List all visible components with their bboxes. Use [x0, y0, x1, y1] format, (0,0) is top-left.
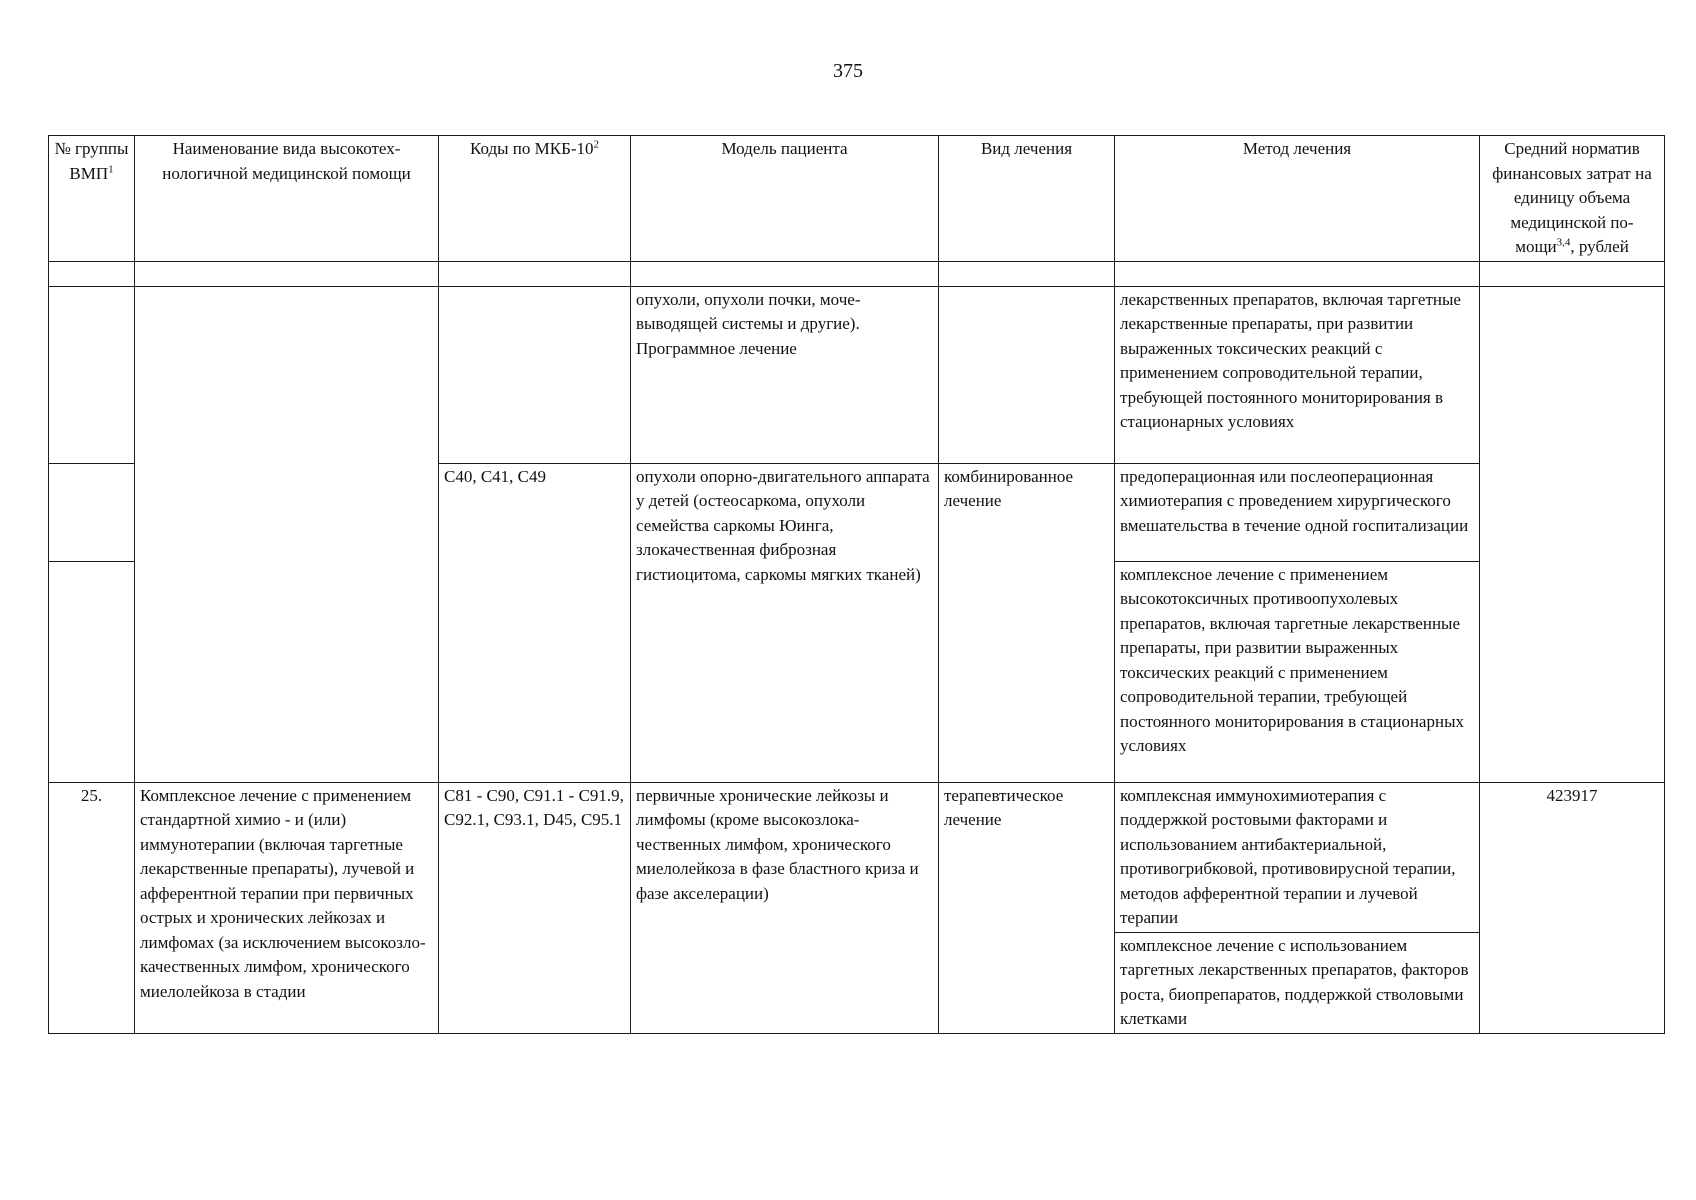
patient-model-cell: первичные хронические лейкозы и лимфомы (кроме высокозлокачественных лимфом, хронического миелолейкоза в фазе бластного криза и фазе акселерации): [631, 782, 939, 1033]
method-cell: предоперационная или послеоперационная химиотерапия с проведением хирургического вмешательства в течение одной госпитализации: [1115, 463, 1480, 561]
codes-cell: C81 - C90, C91.1 - C91.9, C92.1, C93.1, D45, C95.1: [439, 782, 631, 1033]
cost-cell: 423917: [1480, 782, 1665, 1033]
header-treatment-type: Вид лечения: [939, 136, 1115, 262]
spacer-row: [49, 261, 1665, 286]
treatment-type-cell: комбинированное лечение: [939, 463, 1115, 782]
header-codes: Коды по МКБ-$10^2$: [439, 136, 631, 262]
method-cell: комплексная иммунохимиотерапия с поддержкой ростовыми факторами и использованием антибактериальной, противогрибковой, противовирусной терапии, методов афферентной терапии и лучевой терапии: [1115, 782, 1480, 932]
page-number: 375: [833, 60, 863, 82]
header-cost: Средний норматив финансовых затрат на единицу объема медицинской помощи$^{3,4}$, рублей: [1480, 136, 1665, 262]
method-cell: комплексное лечение с применением высокотоксичных противоопухолевых препаратов, включая таргетные лекарственные препараты, при развитии выраженных токсических реакций с применением сопроводительной терапии, требующей постоянного мониторирования в стационарных условиях: [1115, 561, 1480, 782]
table-row: [49, 286, 1665, 463]
method-cell: лекарственных препаратов, включая таргетные лекарственные препараты, при развитии выраженных токсических реакций с применением сопроводительной терапии, требующей постоянного мониторирования в стационарных условиях: [1115, 286, 1480, 463]
name-cell: Комплексное лечение с применением стандартной химио - и (или) иммунотерапии (включая таргетные лекарственные препараты), лучевой и афферентной терапии при первичных острых и хронических лейкозах и лимфомах (за исключением высокозлокачественных лимфом, хронического миелолейкоза в стадии: [135, 782, 439, 1033]
header-name: Наименование вида высокотехнологичной медицинской помощи: [135, 136, 439, 262]
header-group-no: № группы ВМП$^1$: [49, 136, 135, 262]
patient-model-cell: опухоли, опухоли почки, мочевыводящей системы и другие). Программное лечение: [631, 286, 939, 463]
vmp-table: [48, 135, 1665, 1034]
header-patient-model: Модель пациента: [631, 136, 939, 262]
method-cell: комплексное лечение с использованием таргетных лекарственных препаратов, факторов роста, биопрепаратов, поддержкой стволовыми клетками: [1115, 932, 1480, 1033]
treatment-type-cell: терапевтическое лечение: [939, 782, 1115, 1033]
group-no-cell: 25.: [49, 782, 135, 1033]
codes-cell: C40, C41, C49: [439, 463, 631, 782]
patient-model-cell: опухоли опорно-двигательного аппарата у детей (остеосаркома, опухоли семейства саркомы Юинга, злокачественная фиброзная гистиоцитома, саркомы мягких тканей): [631, 463, 939, 782]
table-row: [49, 782, 1665, 932]
header-treatment-method: Метод лечения: [1115, 136, 1480, 262]
header-row: [49, 136, 1665, 262]
